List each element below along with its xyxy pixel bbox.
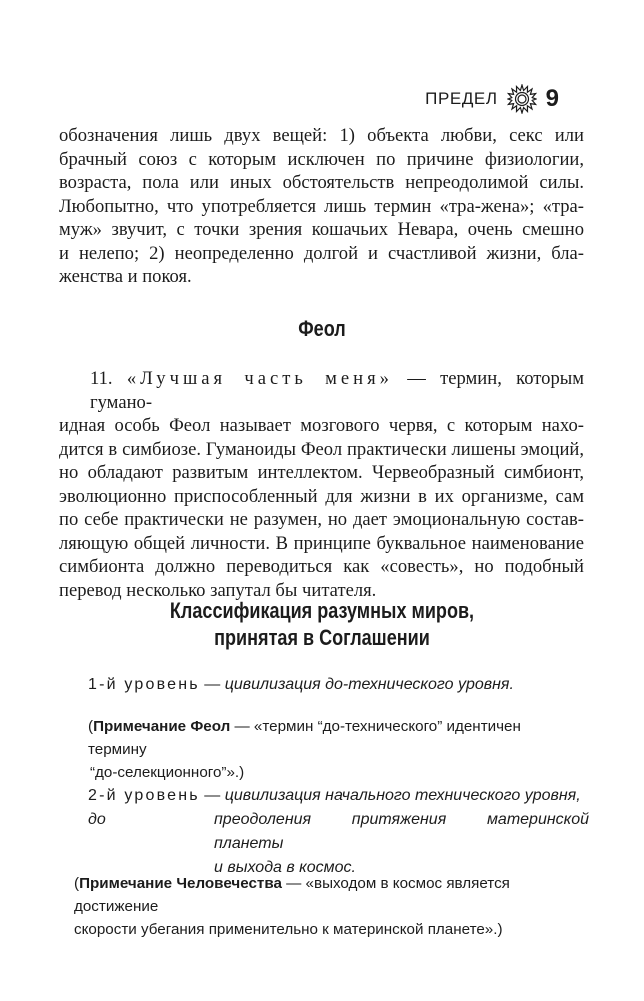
- text-line: эволюционно приспособленный для жизни в их организме, сам: [59, 485, 584, 507]
- level-label: 1-й уровень: [88, 676, 200, 693]
- note-line: [88, 715, 582, 761]
- text-line: женства и покоя.: [59, 266, 192, 287]
- level-definition: цивилизация до-технического уровня.: [224, 676, 514, 693]
- text-line: Любопытно, что употребляется лишь термин «тра-жена»; «тра-: [59, 195, 584, 217]
- text-line: и нелепо; 2) неопределенно долгой и счастливой жизни, бла-: [59, 242, 584, 264]
- section-heading-feol: Феол: [298, 316, 346, 341]
- paragraph-11: [59, 367, 584, 602]
- text-line: симбионта должно переводиться как «совесть», но подобный: [59, 556, 584, 577]
- running-head-title: ПРЕДЕЛ: [425, 89, 498, 108]
- text-line: идная особь Феол называет мозгового червя, с которым нахо-: [59, 415, 584, 436]
- note-paren: (: [88, 718, 94, 735]
- note-label: Примечание Человечества: [79, 875, 282, 892]
- level-2-continuation: [214, 808, 589, 880]
- page-number: 9: [545, 85, 559, 112]
- note-paren: (: [74, 875, 80, 892]
- level-definition-line: преодоления притяжения материнской планеты: [214, 811, 589, 852]
- level-dash: —: [199, 787, 225, 804]
- level-definition-line: и выхода в космос.: [214, 859, 356, 876]
- note-line: скорости убегания применительно к материнской планете».): [74, 921, 503, 938]
- note-text: — «термин “до-технического” идентичен термину: [88, 718, 521, 758]
- note-line: “до-селекционного”».): [90, 764, 245, 781]
- note-line: [74, 872, 584, 918]
- sun-ornament-icon: [507, 84, 537, 114]
- text-line: перевод несколько запутал бы читателя.: [59, 579, 377, 601]
- level-dash: —: [199, 676, 225, 693]
- level-label: 2-й уровень: [88, 787, 200, 804]
- text-line: ляющую общей личности. В принципе буквальное наименование: [59, 532, 584, 554]
- note-label: Примечание Феол: [93, 718, 231, 735]
- term-definition-start: — термин, которым гумано-: [90, 368, 585, 413]
- section-heading-line: принятая в Соглашении: [214, 625, 430, 650]
- note-text: — «выходом в космос является достижение: [74, 875, 510, 915]
- item-number: 11.: [90, 368, 113, 389]
- section-heading-classification: [58, 597, 586, 651]
- note-humanity: [74, 872, 584, 941]
- text-line: но обладают развитым интеллектом. Червеобразный симбионт,: [59, 462, 584, 483]
- note-feol: [90, 715, 582, 784]
- level-definition: цивилизация начального технического уровня, до: [88, 787, 581, 828]
- level-1: [88, 673, 588, 697]
- text-line: возраста, пола или иных обстоятельств непреодолимой силы.: [59, 172, 584, 193]
- section-heading-line: Классификация разумных миров,: [169, 598, 475, 623]
- paragraph-11-first-line: [59, 367, 584, 414]
- text-line: муж» звучит, с точки зрения кошачьих Невара, очень смешно: [59, 219, 584, 240]
- text-line: брачный союз с которым исключен по причине физиологии,: [59, 148, 584, 170]
- running-head: [425, 84, 559, 114]
- text-line: по себе практически не разумен, но дает эмоциональную состав-: [59, 509, 584, 530]
- text-line: дится в симбиозе. Гуманоиды Феол практически лишены эмоций,: [59, 438, 584, 460]
- text-line: обозначения лишь двух вещей: 1) объекта любви, секс или: [59, 125, 584, 146]
- intro-paragraph: [59, 124, 584, 289]
- term: «Лучшая часть меня»: [126, 368, 393, 389]
